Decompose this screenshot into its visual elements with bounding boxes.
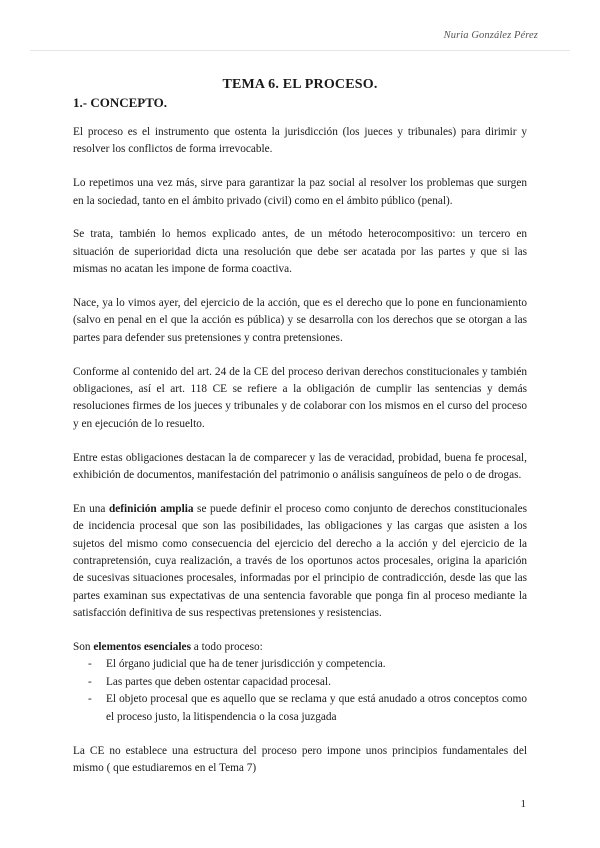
- elements-suffix: a todo proceso:: [190, 641, 263, 654]
- closing-paragraph: La CE no establece una estructura del proceso pero impone unos principios fundamentales del mismo ( que estudiaremos en el Tema 7): [73, 744, 527, 774]
- definition-prefix: En una: [73, 502, 109, 515]
- paragraph: Lo repetimos una vez más, sirve para garantizar la paz social al resolver los problemas que surgen en la sociedad, tanto en el ámbito privado (civil) como en el ámbito público (penal).: [73, 177, 527, 207]
- list-dash: -: [88, 658, 92, 671]
- paragraph: Entre estas obligaciones destacan la de comparecer y las de veracidad, probidad, buena fe procesal, exhibición de documentos, manifestación del patrimonio o análisis sanguíneos de pelo o de drogas.: [73, 451, 527, 482]
- paragraph: El proceso es el instrumento que ostenta la jurisdicción (los jueces y tribunales) para dirimir y resolver los conflictos de forma irrevocable.: [73, 126, 527, 156]
- list-dash: -: [88, 693, 92, 706]
- document-body: [73, 124, 527, 794]
- page-title: TEMA 6. EL PROCESO.: [222, 77, 378, 92]
- paragraph: Se trata, también lo hemos explicado antes, de un método heterocompositivo: un tercero en situación de superioridad dicta una resolución que debe ser acatada por las partes y que si las mismas no acatan les impone de forma coactiva.: [73, 228, 527, 276]
- elements-bold-term: elementos esenciales: [93, 641, 191, 654]
- list-item: [73, 656, 527, 673]
- header-divider: [30, 50, 570, 51]
- paragraph: Nace, ya lo vimos ayer, del ejercicio de la acción, que es el derecho que lo pone en funcionamiento (salvo en penal en el que la acción es pública) y se desarrolla con los derechos que se otorgan a las partes para defender sus pretensiones y contra pretensiones.: [73, 297, 527, 344]
- list-item-text: El objeto procesal que es aquello que se reclama y que está anudado a otros conceptos como el proceso justo, la litispendencia o la cosa juzgada: [106, 693, 527, 723]
- definition-text: se puede definir el proceso como conjunto de derechos constitucionales de incidencia procesal que son las posibilidades, las obligaciones y las cargas que asisten a los sujetos del mismo como consecuencia del ejercicio del derecho a la acción y del ejercicio de la contrapretensión, cuya realización, a través de los oportunos actos procesales, origina la aparición de sucesivas situaciones procesales, informadas por el principio de contradicción, desde las que las partes examinan sus expectativas de una sentencia favorable que ponga fin al proceso mediante la satisfacción definitiva de sus respectivas pretensiones y resistencias.: [73, 502, 528, 620]
- definition-paragraph: [73, 501, 527, 623]
- list-item-text: El órgano judicial que ha de tener jurisdicción y competencia.: [106, 658, 386, 671]
- list-dash: -: [88, 675, 92, 688]
- list-item: [73, 691, 527, 726]
- list-item: [73, 674, 527, 691]
- elements-intro: [73, 639, 527, 656]
- page-number: 1: [520, 798, 526, 810]
- paragraph: Conforme al contenido del art. 24 de la CE del proceso derivan derechos constitucionales y también obligaciones, así el art. 118 CE se refiere a la obligación de cumplir las sentencias y demás resoluciones firmes de los jueces y tribunales y de colaborar con los mismos en el curso del proceso y en ejecución de lo resuelto.: [73, 365, 527, 430]
- definition-bold-term: definición amplia: [108, 502, 194, 515]
- elements-prefix: Son: [73, 641, 94, 654]
- author-signature: Nuria González Pérez: [443, 30, 538, 41]
- list-item-text: Las partes que deben ostentar capacidad procesal.: [106, 675, 331, 688]
- section-heading: 1.- CONCEPTO.: [73, 95, 168, 110]
- elements-list: [73, 656, 527, 726]
